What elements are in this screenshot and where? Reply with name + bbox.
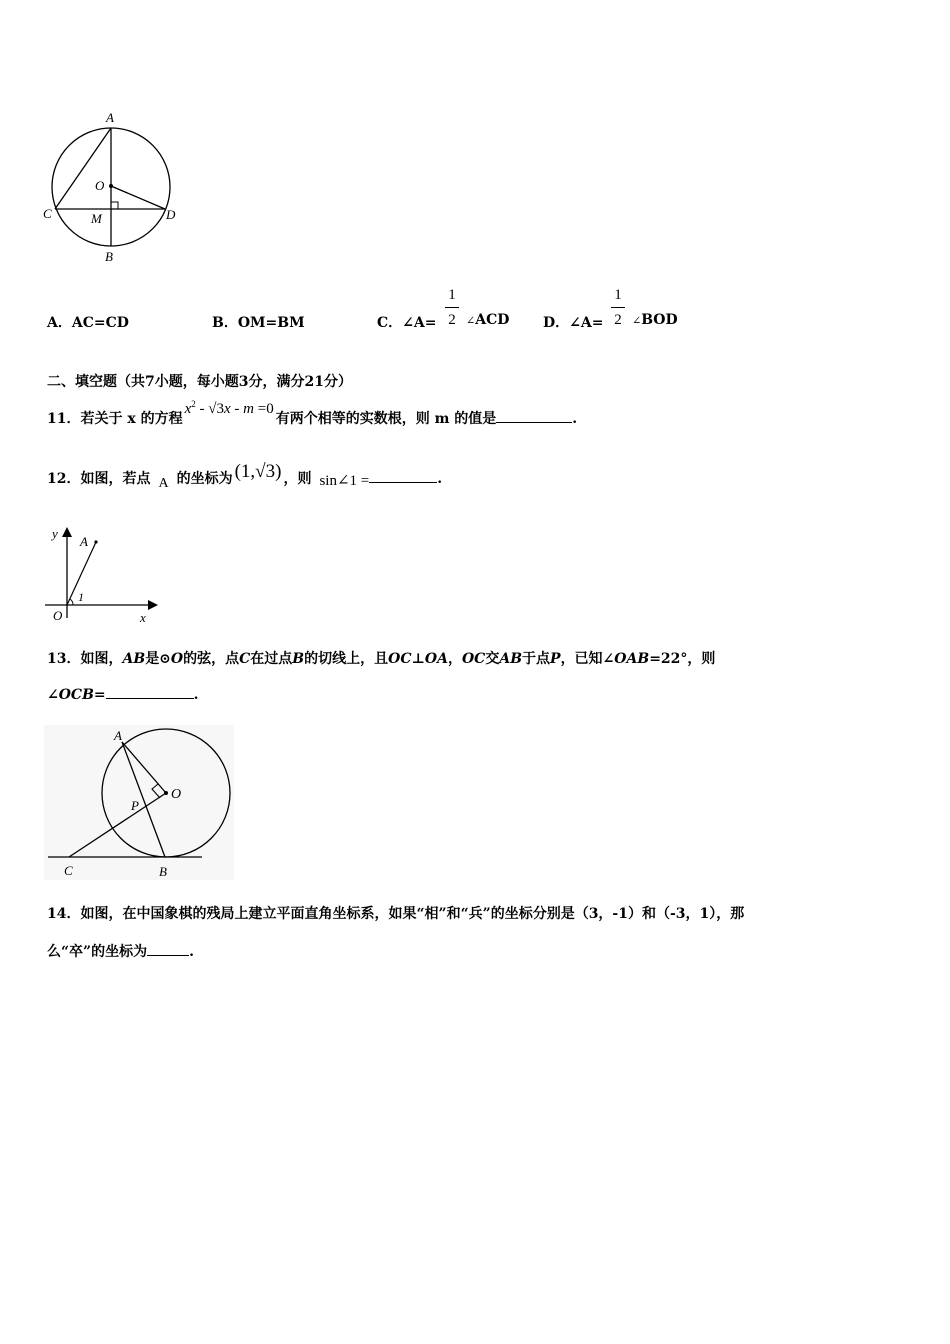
fraction-bar [611,307,625,308]
center-dot [109,184,113,188]
q13-angle: ∠ [47,687,59,703]
q13-text: 于点 [522,651,551,667]
q13-AB: AB [499,651,523,667]
q14-answer-blank[interactable] [147,942,189,956]
option-d-suffix: BOD [641,312,678,328]
q13-O: O [170,651,184,667]
option-a [47,312,129,332]
q12-comma: ，则 [283,471,312,487]
q13-text: 13．如图， [47,651,123,667]
option-c-prefix: ∠A= [402,315,437,331]
option-d-prefix: ∠A= [569,315,604,331]
q13-OC: OC [461,651,486,667]
q11-eqzero: =0 [257,401,274,417]
center-dot [164,791,168,795]
option-d-letter: D． [543,315,570,331]
label-P: P [131,798,139,813]
q12-answer-blank[interactable] [369,469,437,483]
option-d-angle: ∠ [632,314,642,327]
label-B: B [159,864,167,879]
option-d-tail [632,312,678,328]
q13-P: P [550,651,561,667]
q13-text: 交 [485,651,500,667]
label-O: O [171,787,182,802]
q13-OA: OA [424,651,448,667]
fraction-bar [445,307,459,308]
option-a-letter: A． [47,315,72,331]
y-axis-arrow [62,527,72,537]
label-O: O [53,608,63,623]
figure-circle-tangent [44,725,234,880]
q13-text: 是⊙ [145,651,171,667]
label-A: A [106,110,114,125]
question-12 [47,461,443,491]
q13-perp: ⊥ [411,651,425,667]
q11-minus1: - [199,401,205,417]
q11-pre: 11．若关于 x 的方程 [47,411,183,427]
q11-end: . [572,411,578,427]
question-13-line2 [47,685,199,703]
segment-AC [55,128,111,209]
segment-OD [111,186,165,209]
x-axis-arrow [148,600,158,610]
label-y: y [52,526,58,541]
q12-pre: 12．如图，若点 [47,471,151,487]
q13-text: 的切线上，且 [304,651,389,667]
label-x: x [140,610,146,625]
question-14-line1: 14．如图，在中国象棋的残局上建立平面直角坐标系，如果“相”和“兵”的坐标分别是（3，-1）和（-3，1），那 [47,906,745,922]
label-A: A [114,728,122,743]
right-angle-mark [111,202,118,209]
option-d-num: 1 [614,287,622,303]
label-M: M [91,211,102,226]
q13-OAB: OAB [614,651,650,667]
q13-text: =22°，则 [649,651,716,667]
point-A-dot [94,540,97,543]
q11-post: 有两个相等的实数根，则 m 的值是 [275,411,497,427]
option-c [377,312,436,332]
option-d-fraction [611,285,625,330]
q12-mid: 的坐标为 [176,471,233,487]
label-D: D [166,207,176,222]
q12-sin: sin∠1 = [319,473,370,489]
option-b-text: OM=BM [237,315,305,331]
angle-1-arc [70,599,73,605]
label-1: 1 [78,590,84,604]
option-c-angle: ∠ [466,314,476,327]
q11-m: m [243,401,254,417]
option-c-letter: C． [377,315,403,331]
option-c-num: 1 [448,287,456,303]
option-c-den: 2 [448,312,456,328]
q13-text: ， [447,651,462,667]
figure-coordinate-axes [40,520,170,630]
q13-C: C [239,651,251,667]
q11-x2: x [223,401,231,417]
option-c-fraction [445,285,459,330]
q12-coord: (1,√3) [234,461,282,482]
q13-eq: = [93,687,106,703]
question-11 [47,399,578,428]
label-C: C [64,863,73,878]
q13-end: . [193,687,199,703]
question-14-line2 [47,941,194,961]
q14-end: . [189,944,194,960]
q11-equation [185,401,274,417]
q13-AB: AB [122,651,146,667]
q13-answer-blank[interactable] [106,685,194,699]
q12-point-A: A [158,476,169,491]
q13-OCB: OCB [58,687,94,703]
option-b [212,312,305,332]
figure-circle-chord [40,108,190,268]
section-heading: 二、填空题（共7小题，每小题3分，满分21分） [47,374,352,390]
q11-x: x [184,401,192,417]
q11-minus2: - [234,401,240,417]
option-c-suffix: ACD [475,312,510,328]
q13-text: ，已知∠ [560,651,615,667]
label-B: B [105,249,113,264]
q11-root: √3 [208,401,224,417]
option-d-den: 2 [614,312,622,328]
question-13-line1 [47,648,715,668]
q13-OC: OC [388,651,412,667]
q11-sup: 2 [191,399,196,409]
label-C: C [43,206,52,221]
option-d [543,312,603,332]
option-b-letter: B． [212,315,238,331]
option-a-text: AC=CD [71,315,129,331]
q11-answer-blank[interactable] [496,409,572,423]
label-A: A [80,534,88,549]
q13-text: 的弦，点 [183,651,240,667]
q14-pre: 么“卒”的坐标为 [47,944,148,960]
option-c-tail [466,312,509,328]
label-O: O [95,178,105,193]
q13-B: B [292,651,305,667]
q13-text: 在过点 [250,651,293,667]
q12-end: . [437,471,443,487]
